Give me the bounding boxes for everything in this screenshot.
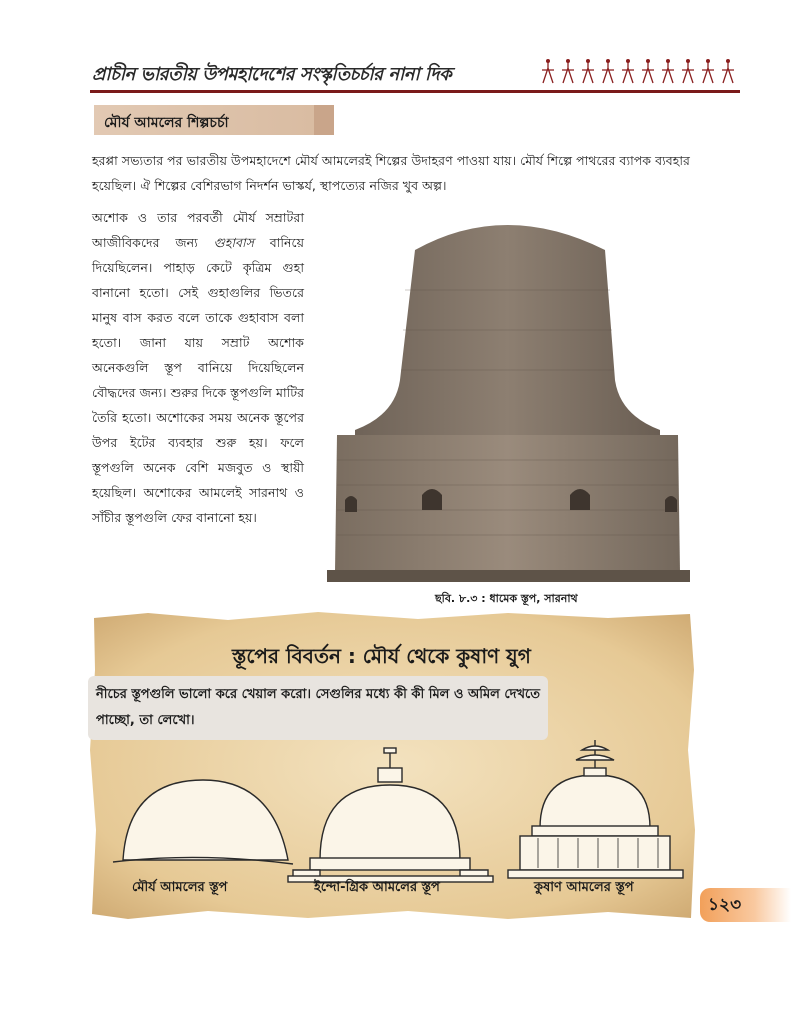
- section-title: মৌর্য আমলের শিল্পচর্চা: [104, 115, 229, 131]
- photo-caption: ছবি. ৮.৩ : ধামেক স্তূপ, সারনাথ: [435, 592, 578, 605]
- task-text: নীচের স্তূপগুলি ভালো করে খেয়াল করো। সেগুলির মধ্যে কী কী মিল ও অমিল দেখতে পাচ্ছো, তা লেখো।: [96, 687, 541, 728]
- dhamek-stupa-photo: [315, 210, 700, 590]
- stupa-drawings: [88, 740, 696, 890]
- stupa-label-maurya: মৌর্য আমলের স্তূপ: [132, 880, 228, 895]
- panel-title: স্তূপের বিবর্তন : মৌর্য থেকে কুষাণ যুগ: [232, 644, 531, 668]
- maurya-stupa-drawing: [113, 780, 293, 864]
- left-column-text-2: বানিয়ে দিয়েছিলেন। পাহাড় কেটে কৃত্রিম গুহা বানানো হতো। সেই গুহাগুলির ভিতরে মানুষ বাস করত বলে তাকে গুহাবাস বলা হতো। জানা যায় সম্রাট অশোক অনেকগুলি স্তূপ বানিয়ে দিয়েছিলেন বৌদ্ধদের জন্য। শুরুর দিকে স্তূপগুলি মাটির তৈরি হতো। অশোকের সময় অনেক স্তূপের উপর ইটের ব্যবহার শুরু হয়। ফলে স্তূপগুলি অনেক বেশি মজবুত ও স্থায়ী হয়েছিল। অশোকের আমলেই সারনাথ ও সাঁচীর স্তূপগুলি ফের বানানো হয়।: [92, 235, 305, 525]
- intro-paragraph: হরপ্পা সভ্যতার পর ভারতীয় উপমহাদেশে মৌর্য আমলেরই শিল্পের উদাহরণ পাওয়া যায়। মৌর্য শিল্পে পাথরের ব্যাপক ব্যবহার হয়েছিল। ঐ শিল্পের বেশিরভাগ নিদর্শন ভাস্কর্য, স্থাপত্যের নজির খুব অল্প।: [92, 153, 690, 193]
- dancing-figures-decoration: [538, 58, 738, 88]
- stupa-label-kushan: কুষাণ আমলের স্তূপ: [534, 880, 634, 895]
- indo-greek-stupa-drawing: [288, 748, 493, 882]
- page-number: ১২৩: [708, 895, 742, 915]
- left-column-italic-term: গুহাবাস: [213, 235, 254, 250]
- kushan-stupa-drawing: [508, 740, 683, 878]
- left-column-paragraph: [92, 205, 304, 530]
- stupa-label-indo-greek: ইন্দো-গ্রিক আমলের স্তূপ: [314, 880, 440, 895]
- chapter-header-title: প্রাচীন ভারতীয় উপমহাদেশের সংস্কৃতিচর্চার নানা দিক: [92, 64, 452, 85]
- header-rule: [90, 90, 740, 93]
- left-column-text-1: অশোক ও তার পরবর্তী মৌর্য সম্রাটরা আজীবিকদের জন্য: [92, 210, 304, 250]
